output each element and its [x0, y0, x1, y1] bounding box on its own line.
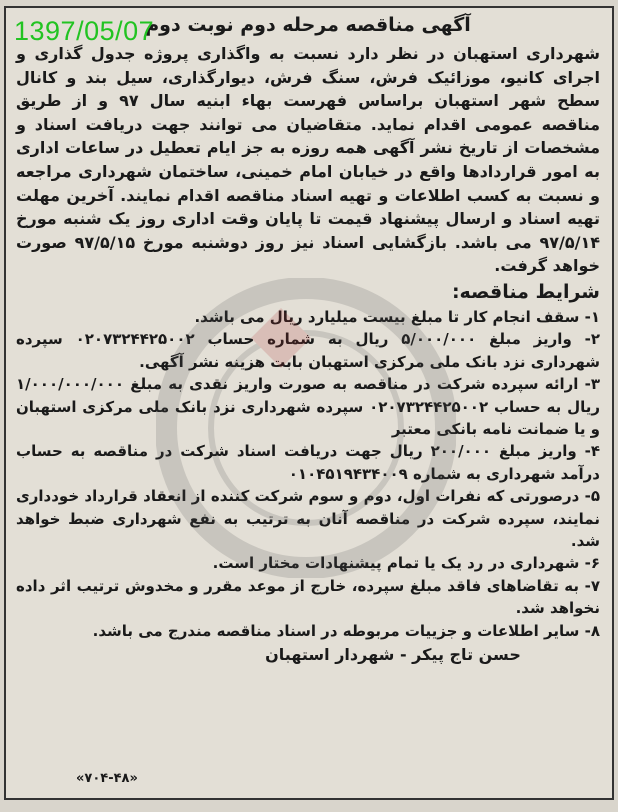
notice-clipping — [4, 6, 614, 800]
condition-item-8: ۸- سایر اطلاعات و جزییات مربوطه در اسناد مناقصه مندرج می باشد. — [92, 621, 600, 640]
notice-code: «۷۰۴-۴۸» — [76, 771, 138, 786]
conditions-heading: شرایط مناقصه: — [451, 280, 600, 303]
condition-item-5: ۵- درصورتی که نفرات اول، دوم و سوم شرکت کننده از انعقاد قرارداد خودداری نمایند، سپرده شرکت در مناقصه آنان به ترتیب به نفع شهرداری ضبط خواهد شد. — [16, 487, 600, 550]
condition-item-1: ۱- سقف انجام کار تا مبلغ بیست میلیارد ریال می باشد. — [194, 307, 600, 326]
notice-title: آگهی مناقصه مرحله دوم نوبت دوم — [145, 14, 471, 36]
conditions-list — [16, 306, 600, 642]
condition-item-6: ۶- شهرداری در رد یک یا تمام پیشنهادات مختار است. — [212, 554, 600, 573]
condition-item-2: ۲- واریز مبلغ ۵/۰۰۰/۰۰۰ ریال به شماره حساب ۰۲۰۷۳۲۴۴۲۵۰۰۲ سپرده شهرداری نزد بانک ملی مرکزی استهبان بابت هزینه نشر آگهی. — [16, 330, 600, 371]
date-stamp: 1397/05/07 — [14, 16, 155, 46]
notice-intro: شهرداری استهبان در نظر دارد نسبت به واگذاری پروژه جدول گذاری و اجرای کانیو، موزائیک فرش، سنگ فرش، دیوارگذاری، سیل بند و کانال سطح شهر استهبان براساس فهرست بهاء ابنیه سال ۹۷ و از طریق مناقصه عمومی اقدام نماید. متقاضیان می توانند جهت دریافت اسناد و مشخصات از تاریخ نشر آگهی همه روزه به جز ایام تعطیل در ساعات اداری به امور قراردادها واقع در خیابان امام خمینی، ساختمان شهرداری مراجعه و نسبت به کسب اطلاعات و تهیه اسناد مناقصه اقدام نمایند. آخرین مهلت تهیه اسناد و ارسال پیشنهاد قیمت تا پایان وقت اداری روز یک شنبه مورخ ۹۷/۵/۱۴ می باشد. بازگشایی اسناد نیز روز دوشنبه مورخ ۹۷/۵/۱۵ صورت خواهد گرفت. — [16, 44, 600, 276]
condition-item-3: ۳- ارائه سپرده شرکت در مناقصه به صورت واریز نقدی به مبلغ ۱/۰۰۰/۰۰۰/۰۰۰ ریال به حساب ۰۲۰۷۳۲۴۴۲۵۰۰۲ سپرده شهرداری نزد بانک ملی مرکزی استهبان و یا ضمانت نامه بانکی معتبر — [16, 375, 601, 438]
condition-item-4: ۴- واریز مبلغ ۲۰۰/۰۰۰ ریال جهت دریافت اسناد شرکت در مناقصه به حساب درآمد شهرداری به شماره ۰۱۰۴۵۱۹۴۳۴۰۰۹ — [16, 442, 600, 483]
signature: حسن تاج پیکر - شهردار استهبان — [265, 645, 521, 665]
condition-item-7: ۷- به تقاضاهای فاقد مبلغ سپرده، خارج از موعد مقرر و مخدوش ترتیب اثر داده نخواهد شد. — [16, 576, 600, 618]
